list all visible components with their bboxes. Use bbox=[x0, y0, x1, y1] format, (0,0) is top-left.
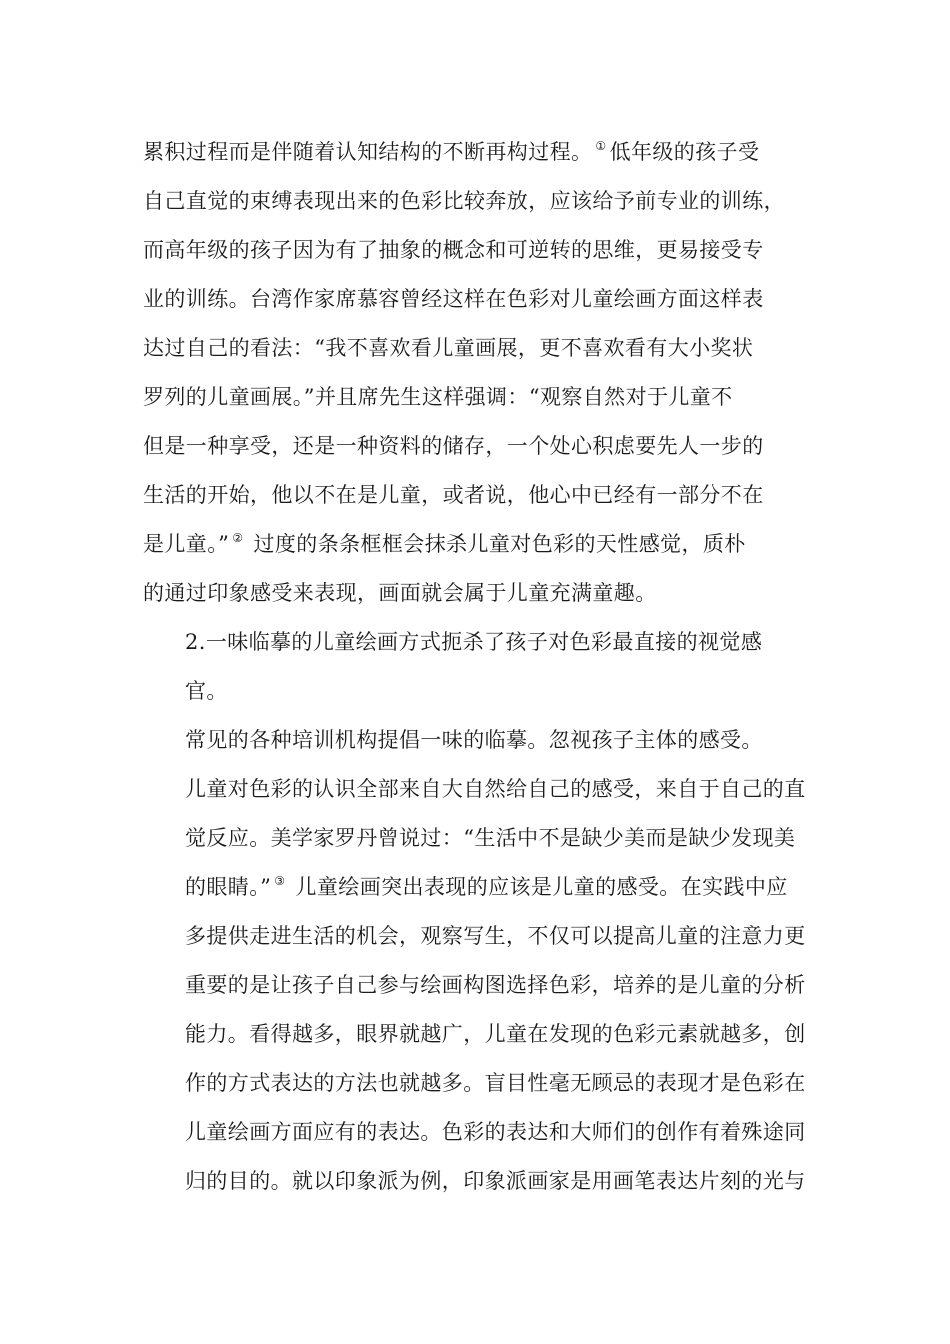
text-segment: 累积过程而是伴随着认知结构的不断再构过程。 bbox=[143, 140, 593, 164]
text-line bbox=[143, 128, 808, 177]
text-line bbox=[143, 1108, 808, 1157]
text-segment: 重要的是让孩子自己参与绘画构图选择色彩，培养的是儿童的分析 bbox=[185, 973, 806, 997]
text-segment: 觉反应。美学家罗丹曾说过：“生活中不是缺少美而是缺少发现美 bbox=[185, 826, 796, 850]
text-segment: 的通过印象感受来表现，画面就会属于儿童充满童趣。 bbox=[143, 581, 657, 605]
text-line bbox=[143, 324, 808, 373]
text-line bbox=[143, 618, 808, 667]
footnote-marker: ① bbox=[595, 139, 607, 153]
text-line bbox=[143, 520, 808, 569]
text-segment: 达过自己的看法：“我不喜欢看儿童画展，更不喜欢看有大小奖状 bbox=[143, 336, 754, 360]
text-segment: 自己直觉的束缚表现出来的色彩比较奔放，应该给予前专业的训练， bbox=[143, 189, 785, 213]
text-segment: 低年级的孩子受 bbox=[609, 140, 760, 164]
text-line bbox=[143, 863, 808, 912]
text-segment: 能力。看得越多，眼界就越广，儿童在发现的色彩元素就越多，创 bbox=[185, 1022, 806, 1046]
text-segment: 是儿童。” bbox=[143, 532, 230, 556]
text-line bbox=[143, 1059, 808, 1108]
text-segment: 归的目的。就以印象派为例，印象派画家是用画笔表达片刻的光与 bbox=[185, 1169, 806, 1193]
text-segment: 儿童绘画突出表现的应该是儿童的感受。在实践中应 bbox=[288, 875, 788, 899]
text-segment: 业的训练。台湾作家席慕容曾经这样在色彩对儿童绘画方面这样表 bbox=[143, 287, 764, 311]
text-line bbox=[143, 422, 808, 471]
text-line bbox=[143, 226, 808, 275]
text-line bbox=[143, 716, 808, 765]
text-line bbox=[143, 667, 808, 716]
text-line bbox=[143, 765, 808, 814]
text-line bbox=[143, 275, 808, 324]
text-segment: 生活的开始，他以不在是儿童，或者说，他心中已经有一部分不在 bbox=[143, 483, 764, 507]
text-line bbox=[143, 569, 808, 618]
paragraph-p3 bbox=[143, 716, 808, 1206]
text-segment: 官。 bbox=[185, 679, 228, 703]
text-segment: 多提供走进生活的机会，观察写生，不仅可以提高儿童的注意力更 bbox=[185, 924, 806, 948]
text-segment: 2.一味临摹的儿童绘画方式扼杀了孩子对色彩最直接的视觉感 bbox=[185, 630, 763, 654]
paragraph-p1 bbox=[143, 128, 808, 618]
paragraph-p2 bbox=[143, 618, 808, 716]
text-line bbox=[143, 814, 808, 863]
text-segment: 常见的各种培训机构提倡一味的临摹。忽视孩子主体的感受。 bbox=[185, 728, 763, 752]
text-segment: 罗列的儿童画展。”并且席先生这样强调：“观察自然对于儿童不 bbox=[143, 385, 733, 409]
body-text bbox=[143, 128, 808, 1206]
text-segment: 儿童对色彩的认识全部来自大自然给自己的感受，来自于自己的直 bbox=[185, 777, 806, 801]
text-line bbox=[143, 177, 808, 226]
text-segment: 的眼睛。” bbox=[185, 875, 272, 899]
footnote-marker: ③ bbox=[274, 874, 286, 888]
text-segment: 但是一种享受，还是一种资料的储存，一个处心积虑要先人一步的 bbox=[143, 434, 764, 458]
text-segment: 而高年级的孩子因为有了抽象的概念和可逆转的思维，更易接受专 bbox=[143, 238, 764, 262]
text-line bbox=[143, 373, 808, 422]
text-line bbox=[143, 912, 808, 961]
footnote-marker: ② bbox=[232, 531, 244, 545]
text-segment: 作的方式表达的方法也就越多。盲目性毫无顾忌的表现才是色彩在 bbox=[185, 1071, 806, 1095]
text-line bbox=[143, 471, 808, 520]
text-segment: 过度的条条框框会抹杀儿童对色彩的天性感觉，质朴 bbox=[246, 532, 746, 556]
text-line bbox=[143, 961, 808, 1010]
text-line bbox=[143, 1010, 808, 1059]
text-segment: 儿童绘画方面应有的表达。色彩的表达和大师们的创作有着殊途同 bbox=[185, 1120, 806, 1144]
text-line bbox=[143, 1157, 808, 1206]
